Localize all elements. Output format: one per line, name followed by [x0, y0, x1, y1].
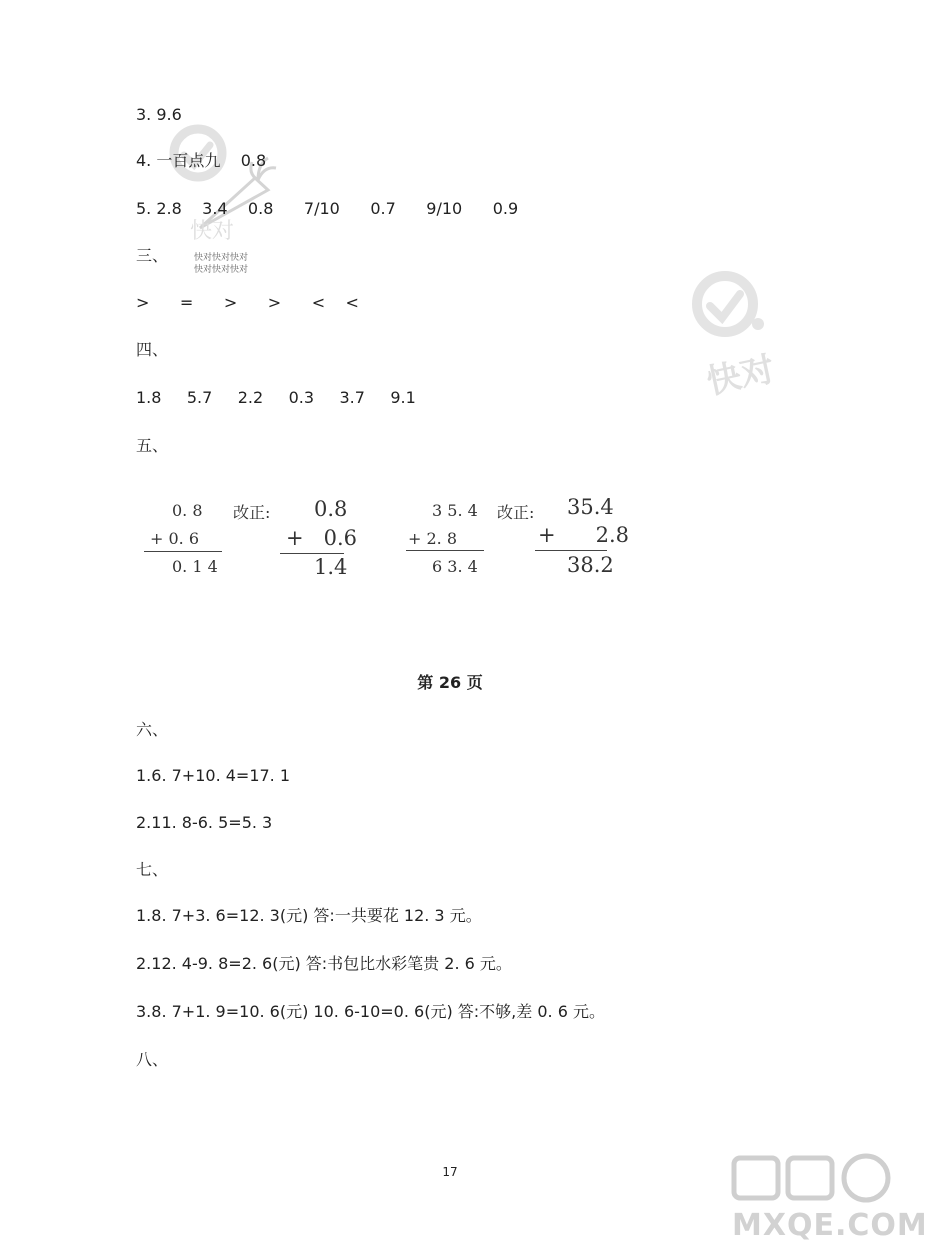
calc2-label: 改正:: [497, 503, 535, 522]
page-number: 17: [442, 1165, 458, 1179]
watermark-small-text-1: 快对快对快对: [194, 253, 249, 263]
watermark-large-text: 快对: [703, 349, 779, 403]
carrot-logo-icon: [160, 118, 280, 248]
calc1-row2: + 0. 6: [150, 529, 200, 548]
section-4-answers: 1.8 5.7 2.2 0.3 3.7 9.1: [136, 388, 416, 407]
section-6-answer-1: 1.6. 7+10. 4=17. 1: [136, 766, 291, 785]
section-7-answer-1: 1.8. 7+3. 6=12. 3(元) 答:一共要花 12. 3 元。: [136, 906, 482, 925]
calc1-label: 改正:: [233, 503, 271, 522]
calc1-rule: [144, 551, 222, 552]
calc1-row1: 0. 8: [172, 501, 203, 520]
watermark-small-text-2: 快对快对快对: [194, 265, 249, 275]
vertical-calc-1: [140, 495, 360, 585]
calc2-corrected-row1: 35.4: [567, 495, 614, 519]
calc1-row3: 0. 1 4: [172, 557, 218, 576]
watermark-logo-small: [160, 118, 280, 278]
section-heading-4: 四、: [136, 340, 169, 359]
answer-line-4: 4. 一百点九 0.8: [136, 151, 267, 170]
calc2-row1: 3 5. 4: [432, 501, 478, 520]
calc1-corrected-rule: [280, 553, 344, 554]
section-heading-8: 八、: [136, 1050, 169, 1069]
page-heading: 第 26 页: [417, 673, 483, 692]
calc1-corrected-row2: + 0.6: [286, 526, 358, 550]
vertical-calc-2: [402, 495, 632, 585]
section-heading-7: 七、: [136, 860, 169, 879]
watermark-logo-large: [680, 262, 800, 402]
calc2-corrected-row3: 38.2: [567, 553, 614, 577]
comparison-answers: > = > > < <: [136, 293, 359, 312]
calc2-corrected-row2: + 2.8: [538, 523, 630, 547]
calc2-row3: 6 3. 4: [432, 557, 478, 576]
answer-line-3: 3. 9.6: [136, 105, 182, 124]
calc2-rule: [406, 550, 484, 551]
section-heading-6: 六、: [136, 720, 169, 739]
section-heading-3: 三、: [136, 246, 169, 265]
calc2-corrected-rule: [535, 550, 607, 551]
section-6-answer-2: 2.11. 8-6. 5=5. 3: [136, 813, 273, 832]
calc1-corrected-row3: 1.4: [314, 555, 348, 579]
section-heading-5: 五、: [136, 436, 169, 455]
svg-text:快对: 快对: [190, 219, 235, 244]
section-7-answer-3: 3.8. 7+1. 9=10. 6(元) 10. 6-10=0. 6(元) 答:不够,差 0. 6 元。: [136, 1002, 605, 1021]
watermark-corner-text: MXQE.COM: [732, 1208, 928, 1243]
calc2-row2: + 2. 8: [408, 529, 458, 548]
calc1-corrected-row1: 0.8: [314, 497, 348, 521]
answer-line-5: 5. 2.8 3.4 0.8 7/10 0.7 9/10 0.9: [136, 199, 519, 218]
check-logo-icon: [680, 262, 800, 352]
section-7-answer-2: 2.12. 4-9. 8=2. 6(元) 答:书包比水彩笔贵 2. 6 元。: [136, 954, 512, 973]
